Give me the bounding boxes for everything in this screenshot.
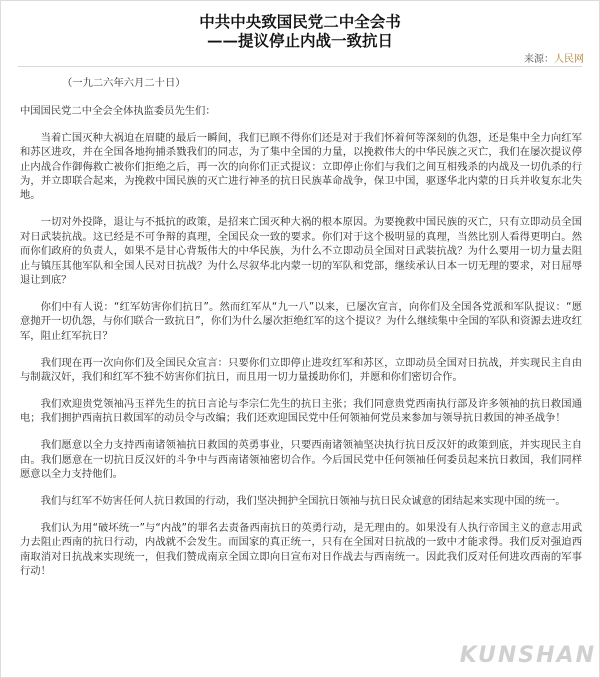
source-link[interactable]: 人民网 [554, 54, 584, 65]
paragraph: 我们现在再一次向你们及全国民众宣言：只要你们立即停止进攻红军和苏区，立即动员全国对日抗战，并实现民主自由与制裁汉奸，我们和红军不独不妨害你们抗日，而且用一切力量援助你们，并愿和你们密切合作。 [20, 356, 582, 383]
paragraph: 一切对外投降，退让与不抵抗的政策，是招来亡国灭种大祸的根本原因。为要挽救中国民族的灭亡，只有立即动员全国对日武装抗战。这已经是不可争辩的真理，全国民众一致的要求。你们对于这个极明显的真理，当然比别人看得更明白。然而你们政府的负责人，如果不是甘心背叛伟大的中华民族，为什么不立即动员全国对日武装抗战？为什么要用一切力量去阻止与镇压其他军队和全国人民对日抗战？为什么尽叙华北内蒙一切的军队和党部，继续承认日本一切无理的要求，对日屈辱退让到底？ [20, 216, 582, 286]
paragraph: 我们欢迎贵党领袖冯玉祥先生的抗日言论与李宗仁先生的抗日主张；我们同意贵党西南执行部及许多领袖的抗日救国通电；我们拥护西南抗日救国军的动员令与改编；我们还欢迎国民党中任何领袖何党员来参加与领导抗日救国的神圣战争！ [20, 397, 582, 425]
paragraph: 我们愿意以全力支持西南诸领袖抗日救国的英勇事业，只要西南诸领袖坚决执行抗日反汉奸的政策到底，并实现民主自由。我们愿意在一切抗日反汉奸的斗争中与西南诸领袖密切合作。今后国民党中任何领袖任何委员起来抗日救国，我们同样愿意以全力支持他们。 [20, 439, 582, 481]
document-title: 中共中央致国民党二中全会书 [199, 12, 401, 31]
paragraph: 当着亡国灭种大祸迫在眉睫的最后一瞬间，我们已顾不得你们还是对于我们怀着何等深刻的仇怨，还是集中全力向红军和苏区进攻，并在全国各地拘捕杀戮我们的同志，为了集中全国的力量，以挽救伟大的中华民族之灭亡，我们在屡次提议停止内战合作御侮救亡被你们拒绝之后，再一次的向你们正式提议：立即停止你们与我们之间互相残杀的内战及一切仇杀的行为，并立即联合起来，为挽救中国民族的灭亡进行神圣的抗日民族革命战争，保卫中国，驱逐华北内蒙的日兵并收复东北失地。 [20, 131, 582, 202]
salutation: 中国国民党二中全会全体执监委员先生们： [20, 105, 216, 118]
watermark: KUNSHAN [459, 643, 596, 668]
document-date: （一九二六年六月二十日） [62, 77, 186, 89]
document-subtitle: ——提议停止内战一致抗日 [206, 31, 393, 50]
paragraph: 我们与红军不妨害任何人抗日救国的行动，我们坚决拥护全国抗日领袖与抗日民众诚意的团结起来实现中国的统一。 [40, 494, 566, 507]
title-divider [18, 66, 582, 67]
source-label: 来源： [524, 54, 554, 65]
paragraph: 你们中有人说：“红军妨害你们抗日”。然而红军从“九一八”以来，已屡次宣言，向你们及全国各党派和军队提议：“愿意抛开一切仇怨，与你们联合一致抗日”，你们为什么屡次拒绝红军的这个提议？为什么继续集中全国的军队和资源去进攻红军，阻止红军抗日？ [20, 300, 582, 342]
paragraph: 我们认为用“破坏统一”与“内战”的罪名去责备西南抗日的英勇行动，是无理由的。如果没有人执行帝国主义的意志用武力去阻止西南的抗日行动，内战就不会发生。而国家的真正统一，只有在全国对日抗战的一致中才能求得。我们反对强迫西南取消对日抗战来实现统一，但我们赞成南京全国立即向日宣布对日作战去与西南统一。因此我们反对任何进攻西南的军事行动！ [20, 521, 582, 578]
source-line [524, 50, 584, 65]
document-body [20, 76, 582, 591]
